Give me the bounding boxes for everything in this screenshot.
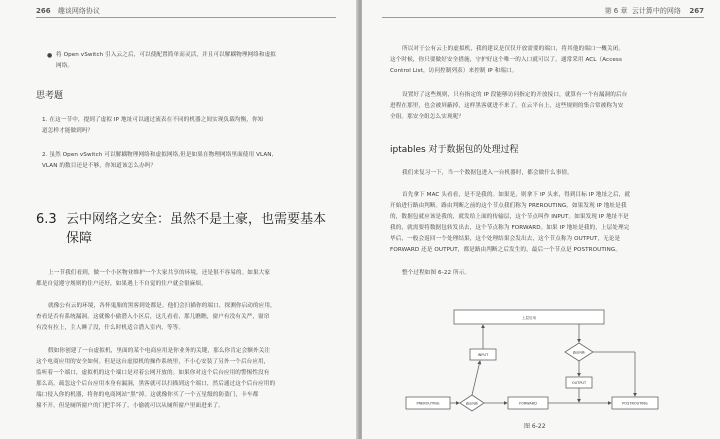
right-header-rule	[382, 17, 704, 18]
chapter-label: 第 6 章	[604, 7, 628, 15]
bullet-text-line: 将 Open vSwitch 引入云之后，可以使配置简单而灵活，并且可以解耦物理网络和虚拟	[56, 52, 276, 58]
paragraph-line: 我们来复习一下，当一个数据包进入一台机器时，都会做什么事情。	[402, 170, 573, 176]
bullet-text-line: 网络。	[56, 63, 74, 69]
paragraph-line: 毕后，一般会返回一个处理结果，这个处理结果会发出去，这个节点称为 OUTPUT，无论是	[390, 236, 621, 242]
paragraph-line: 我的，就需要将数据包转发出去，这个节点称为 FORWARD。如果 IP 地址是我的，上层处理完	[390, 225, 630, 231]
output-label: OUTPUT	[571, 381, 587, 385]
decision-right-label: 路由判断	[572, 350, 586, 355]
left-page-number: 266	[36, 7, 51, 15]
paragraph-line: 上一节我们看到，做一个小区物业维护一个大家共享的环境，还是很不容易的。如果大家	[48, 270, 271, 276]
upper-app-label: 上层应用	[522, 316, 536, 320]
paragraph-line: 端口侵入你的机器，将你的电商网站“黑”掉。这就像你买了一个五星级的防盗门，卡车都	[36, 392, 259, 398]
iptables-flow-svg	[404, 305, 664, 420]
paragraph-line: 假如你创建了一台虚拟机，里面的某个电商应用是你业务的关键，那么你肯定会额外关注	[48, 348, 271, 354]
decision-left-label: 路由判断	[465, 401, 479, 406]
paragraph-line: Control List，访问控制列表）来控制 IP 和端口。	[390, 68, 518, 74]
paragraph-line: 那么高，疏忽这个后台应用本身有漏洞，黑客就可以扫描到这个端口，然后通过这个后台应用的	[36, 381, 276, 387]
paragraph-line: 查看是否有系统漏洞。这就像小偷潜入小区后，这儿看看，那儿瞧瞧，窗户有没有关严，窗帘	[36, 314, 270, 320]
right-page-header	[605, 6, 704, 16]
paragraph-line: FORWARD 还是 OUTPUT，都是路由判断之后发生的，最后一个节点是 POSTROUTING。	[390, 247, 622, 253]
iptables-heading: iptables 对于数据包的处理过程	[390, 145, 519, 155]
paragraph-line: 就像公有云的环境，各怀鬼胎的黑客到处都是。他们会扫描你的端口，探测你启动的应用，	[48, 303, 276, 309]
paragraph-line: 撞不开，但是厕所窗户的门把手坏了，小偷就可以从厕所窗户里面进来了。	[36, 403, 224, 409]
left-page	[0, 0, 358, 439]
right-running-title: 云计算中的网络	[631, 7, 681, 15]
right-page	[362, 0, 720, 439]
paragraph-line: 整个过程如图 6-22 所示。	[402, 270, 471, 276]
section-title-line: 保障	[66, 231, 93, 246]
iptables-flow-diagram	[404, 305, 664, 420]
prerouting-label: PREROUTING	[416, 401, 440, 406]
paragraph-line: 首先拿下 MAC 头看看，是不是我的。如果是，则拿下 IP 头来，得到目标 IP 地址之后，就	[402, 192, 631, 198]
forward-label: FORWARD	[519, 401, 537, 406]
section-number: 6.3	[36, 212, 57, 227]
paragraph-line: 这个电商应用的安全如何。但是这台虚拟机的操作系统里，不小心安装了另外一个后台应用，	[36, 359, 270, 365]
postrouting-label: POSTROUTING	[622, 401, 648, 406]
paragraph-line: 都是自觉遵守规则的住户还好，如果遇上不自觉的住户就会很麻烦。	[36, 281, 207, 287]
paragraph-line: 设置好了这些规则，只有指定的 IP 段能够访问指定的开放接口，就算有一个有漏洞的后台	[402, 92, 628, 98]
paragraph-line: 进程在那里，也会被屏蔽掉，这样黑客就进不来了。在云平台上，这些规则的集合常被称为安	[390, 103, 624, 109]
paragraph-line: 这个时候，你只要做好安全措施，守护好这个唯一的入口就可以了。通常采用 ACL（Access	[390, 57, 622, 63]
figure-caption: 图 6-22	[524, 423, 546, 430]
question-1-line: 1. 在这一节中，提到了虚拟 IP 地址可以通过流表在不同的机器之间实现负载均衡，你知	[42, 117, 264, 123]
paragraph-line: 有没有拉上，主人睡了没，什么时机适合潜入室内，等等。	[36, 325, 185, 331]
input-label: INPUT	[477, 353, 489, 357]
section-title-line: 云中网络之安全：虽然不是土豪，也需要基本	[66, 212, 327, 227]
paragraph-line: 所以对于公有云上的虚拟机，我的建议是仅仅开放需要的端口，将其他的端口一概关闭。	[402, 46, 625, 52]
paragraph-line: 全组。那安全组怎么实现呢？	[390, 114, 465, 120]
question-1-line: 道怎样才能做到吗？	[42, 128, 94, 134]
question-2-line: 2. 虽然 Open vSwitch 可以解耦物理网络和虚拟网络,但是如果在物理网络里面使用 VLAN,	[42, 152, 274, 158]
left-header-rule	[36, 17, 336, 18]
paragraph-line: 的，数据包就应该是我的，就发给上面的传输层，这个节点叫作 INPUT。如果发现 IP 地址不是	[390, 214, 629, 220]
paragraph-line: 开始进行路由判断。路由判断之前的这个节点我们称为 PREROUTING。如果发现 IP 地址是我	[390, 203, 627, 209]
bullet-dot-icon: ●	[47, 52, 53, 59]
right-page-number: 267	[689, 7, 704, 15]
left-running-title: 趣谈网络协议	[57, 7, 100, 15]
left-page-header	[36, 6, 100, 16]
paragraph-line: 监听着一个端口，虚拟机的这个端口是对着公网开放的。如果你对这个后台应用的警惕性没有	[36, 370, 270, 376]
question-2-line: VLAN 的数目还是不够，你知道该怎么办吗？	[42, 163, 157, 169]
questions-heading: 思考题	[36, 91, 64, 101]
